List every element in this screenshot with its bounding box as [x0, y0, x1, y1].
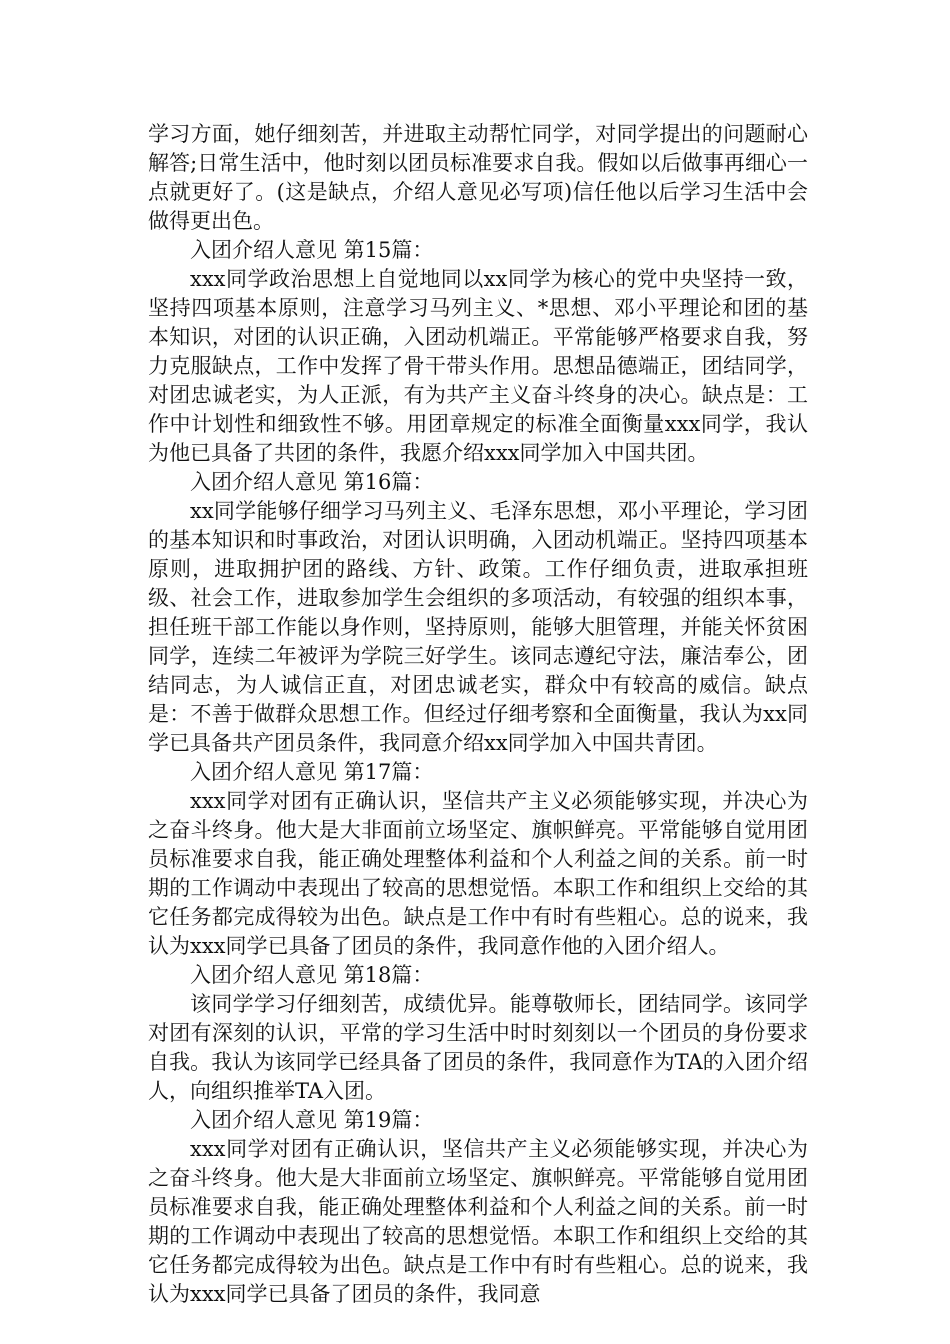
section-heading: 入团介绍人意见 第17篇：: [190, 760, 434, 784]
body-paragraph: xxx同学对团有正确认识，坚信共产主义必须能够实现，并决心为之奋斗终身。他大是大非面前立场坚定、旗帜鲜亮。平常能够自觉用团员标准要求自我，能正确处理整体利益和个人利益之间的关系。前一时期的工作调动中表现出了较高的思想觉悟。本职工作和组织上交给的其它任务都完成得较为出色。缺点是工作中有时有些粗心。总的说来，我认为xxx同学已具备了团员的条件，我同意作他的入团介绍人。: [148, 789, 808, 958]
section-heading: 入团介绍人意见 第16篇：: [190, 470, 434, 494]
body-paragraph: 学习方面，她仔细刻苦，并进取主动帮忙同学，对同学提出的问题耐心解答;日常生活中，他时刻以团员标准要求自我。假如以后做事再细心一点就更好了。(这是缺点，介绍人意见必写项)信任他以后学习生活中会做得更出色。: [148, 122, 808, 233]
section-heading: 入团介绍人意见 第19篇：: [190, 1108, 434, 1132]
body-paragraph: xxx同学对团有正确认识，坚信共产主义必须能够实现，并决心为之奋斗终身。他大是大非面前立场坚定、旗帜鲜亮。平常能够自觉用团员标准要求自我，能正确处理整体利益和个人利益之间的关系。前一时期的工作调动中表现出了较高的思想觉悟。本职工作和组织上交给的其它任务都完成得较为出色。缺点是工作中有时有些粗心。总的说来，我认为xxx同学已具备了团员的条件，我同意: [148, 1137, 808, 1306]
section-heading: 入团介绍人意见 第15篇：: [190, 238, 434, 262]
section-heading: 入团介绍人意见 第18篇：: [190, 963, 434, 987]
document-page: [148, 120, 808, 1309]
body-paragraph: xx同学能够仔细学习马列主义、毛泽东思想，邓小平理论，学习团的基本知识和时事政治，对团认识明确，入团动机端正。坚持四项基本原则，进取拥护团的路线、方针、政策。工作仔细负责，进取承担班级、社会工作，进取参加学生会组织的多项活动，有较强的组织本事，担任班干部工作能以身作则，坚持原则，能够大胆管理，并能关怀贫困同学，连续二年被评为学院三好学生。该同志遵纪守法，廉洁奉公，团结同志，为人诚信正直，对团忠诚老实，群众中有较高的威信。缺点是：不善于做群众思想工作。但经过仔细考察和全面衡量，我认为xx同学已具备共产团员条件，我同意介绍xx同学加入中国共青团。: [148, 499, 808, 755]
body-paragraph: xxx同学政治思想上自觉地同以xx同学为核心的党中央坚持一致，坚持四项基本原则，注意学习马列主义、*思想、邓小平理论和团的基本知识，对团的认识正确，入团动机端正。平常能够严格要求自我，努力克服缺点，工作中发挥了骨干带头作用。思想品德端正，团结同学，对团忠诚老实，为人正派，有为共产主义奋斗终身的决心。缺点是：工作中计划性和细致性不够。用团章规定的标准全面衡量xxx同学，我认为他已具备了共团的条件，我愿介绍xxx同学加入中国共团。: [148, 267, 808, 465]
body-paragraph: 该同学学习仔细刻苦，成绩优异。能尊敬师长，团结同学。该同学对团有深刻的认识，平常的学习生活中时时刻刻以一个团员的身份要求自我。我认为该同学已经具备了团员的条件，我同意作为TA的入团介绍人，向组织推举TA入团。: [148, 992, 808, 1103]
